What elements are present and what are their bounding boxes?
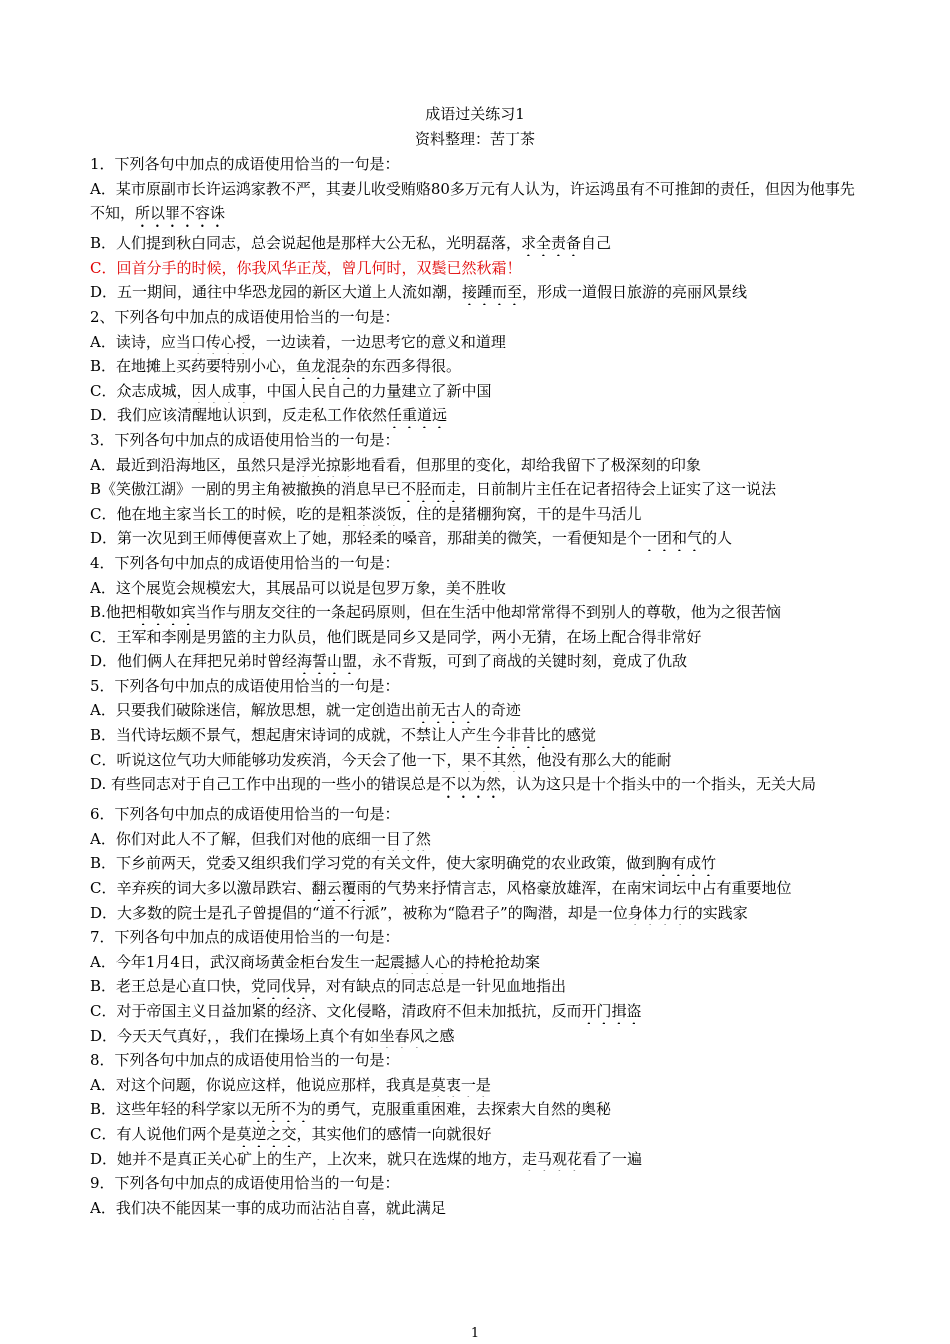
option-c: C．王军和李刚是男篮的主力队员，他们既是同乡又是同学，两小无猜，在场上配合得非常好	[90, 627, 702, 646]
option-b: B《笑傲江湖》一剧的男主角被撤换的消息早已不胫而走，日前制片主任在记者招待会上证实了这一说法	[90, 480, 777, 499]
option-b: B．当代诗坛颇不景气，想起唐宋诗词的成就，不禁让人产生今非昔比的感觉	[90, 726, 597, 745]
option-d: D．今天天气真好，，我们在操场上真个有如坐春风之感	[90, 1026, 455, 1045]
option-a: A．读诗，应当口传心授，一边读着，一边思考它的意义和道理	[90, 332, 506, 351]
option-c: C．众志成城，因人成事，中国人民自己的力量建立了新中国	[90, 381, 492, 400]
option-a: A．只要我们破除迷信，解放思想，就一定创造出前无古人的奇迹	[90, 701, 521, 720]
question-stem: 3．下列各句中加点的成语使用恰当的一句是：	[90, 430, 400, 449]
option-d: D．他们俩人在拜把兄弟时曾经海誓山盟，永不背叛，可到了商战的关键时刻，竟成了仇敌	[90, 652, 688, 671]
question-stem: 1．下列各句中加点的成语使用恰当的一句是：	[90, 155, 400, 173]
option-c: C．听说这位气功大师能够功发疾消，今天会了他一下，果不其然，他没有那么大的能耐	[90, 750, 672, 769]
option-d: D．大多数的院士是孔子曾提倡的“道不行派”，被称为“隐君子”的陶潜，却是一位身体力行的实践家	[90, 903, 748, 922]
option-a: A．最近到沿海地区，虽然只是浮光掠影地看看，但那里的变化，却给我留下了极深刻的印象	[90, 455, 701, 474]
option-b: B.他把相敬如宾当作与朋友交往的一条起码原则，但在生活中他却常常得不到别人的尊敬，他为之很苦恼	[90, 603, 781, 622]
question-stem: 9．下列各句中加点的成语使用恰当的一句是：	[90, 1174, 400, 1193]
option-b: B．人们提到秋白同志，总会说起他是那样大公无私，光明磊落，求全责备自己	[90, 234, 612, 253]
option-b: B．这些年轻的科学家以无所不为的勇气，克服重重困难，去探索大自然的奥秘	[90, 1100, 612, 1119]
option-c: C．辛弃疾的词大多以激昂跌宕、翻云覆雨的气势来抒情言志，风格豪放雄浑，在南宋词坛中占有重要地位	[90, 879, 792, 898]
question-stem: 7．下列各句中加点的成语使用恰当的一句是：	[90, 928, 400, 947]
option-a: A．这个展览会规模宏大，其展品可以说是包罗万象，美不胜收	[90, 578, 506, 597]
option-d: D．我们应该清醒地认识到，反走私工作依然任重道远	[90, 406, 448, 425]
option-b: B．在地摊上买药要特别小心，鱼龙混杂的东西多得很。	[90, 357, 462, 376]
option-c: C．他在地主家当长工的时候，吃的是粗茶淡饭，住的是猪棚狗窝，干的是牛马活儿	[90, 504, 642, 523]
document-title: 成语过关练习1	[425, 105, 525, 123]
option-c: C．对于帝国主义日益加紧的经济、文化侵略，清政府不但未加抵抗，反而开门揖盗	[90, 1002, 642, 1020]
page-number: 1	[470, 1326, 480, 1341]
option-b: B．下乡前两天，党委又组织我们学习党的有关文件，使大家明确党的农业政策，做到胸有成竹	[90, 854, 717, 873]
question-stem: 5．下列各句中加点的成语使用恰当的一句是：	[90, 676, 400, 695]
option-d: D．第一次见到王师傅便喜欢上了她，那轻柔的嗓音，那甜美的微笑，一看便知是个一团和气的人	[90, 529, 733, 548]
question-stem: 6．下列各句中加点的成语使用恰当的一句是：	[90, 805, 400, 824]
option-a: A．对这个问题，你说应这样，他说应那样，我真是莫衷一是	[90, 1075, 491, 1094]
option-b: B．老王总是心直口快，党同伐异，对有缺点的同志总是一针见血地指出	[90, 977, 567, 996]
option-c: C．回首分手的时候，你我风华正茂，曾几何时，双鬓已然秋霜！	[90, 258, 522, 277]
document-subtitle: 资料整理：苦丁茶	[414, 130, 535, 148]
option-d: D. 有些同志对于自己工作中出现的一些小的错误总是不以为然，认为这只是十个指头中的一个指头，无关大局	[90, 775, 817, 794]
option-a: A．我们决不能因某一事的成功而沾沾自喜，就此满足	[90, 1198, 446, 1217]
option-a: A．今年1月4日，武汉商场黄金柜台发生一起震撼人心的持枪抢劫案	[90, 952, 540, 971]
option-d: D．五一期间，通往中华恐龙园的新区大道上人流如潮，接踵而至，形成一道假日旅游的亮丽风景线	[90, 283, 748, 302]
question-stem: 4．下列各句中加点的成语使用恰当的一句是：	[90, 553, 400, 572]
option-c: C．有人说他们两个是莫逆之交，其实他们的感情一向就很好	[90, 1124, 492, 1143]
option-a: A．你们对此人不了解，但我们对他的底细一目了然	[90, 829, 431, 848]
question-list	[90, 152, 862, 1220]
option-d: D．她并不是真正关心矿上的生产，上次来，就只在选煤的地方，走马观花看了一遍	[90, 1149, 643, 1168]
option-a: A．某市原副市长许运鸿家教不严，其妻儿收受贿赂80多万元有人认为，许运鸿虽有不可推卸的责任，但因为他事先不知，所以罪不容诛	[90, 179, 855, 223]
question-stem: 8．下列各句中加点的成语使用恰当的一句是：	[90, 1051, 400, 1070]
question-stem: 2、下列各句中加点的成语使用恰当的一句是：	[90, 307, 400, 326]
